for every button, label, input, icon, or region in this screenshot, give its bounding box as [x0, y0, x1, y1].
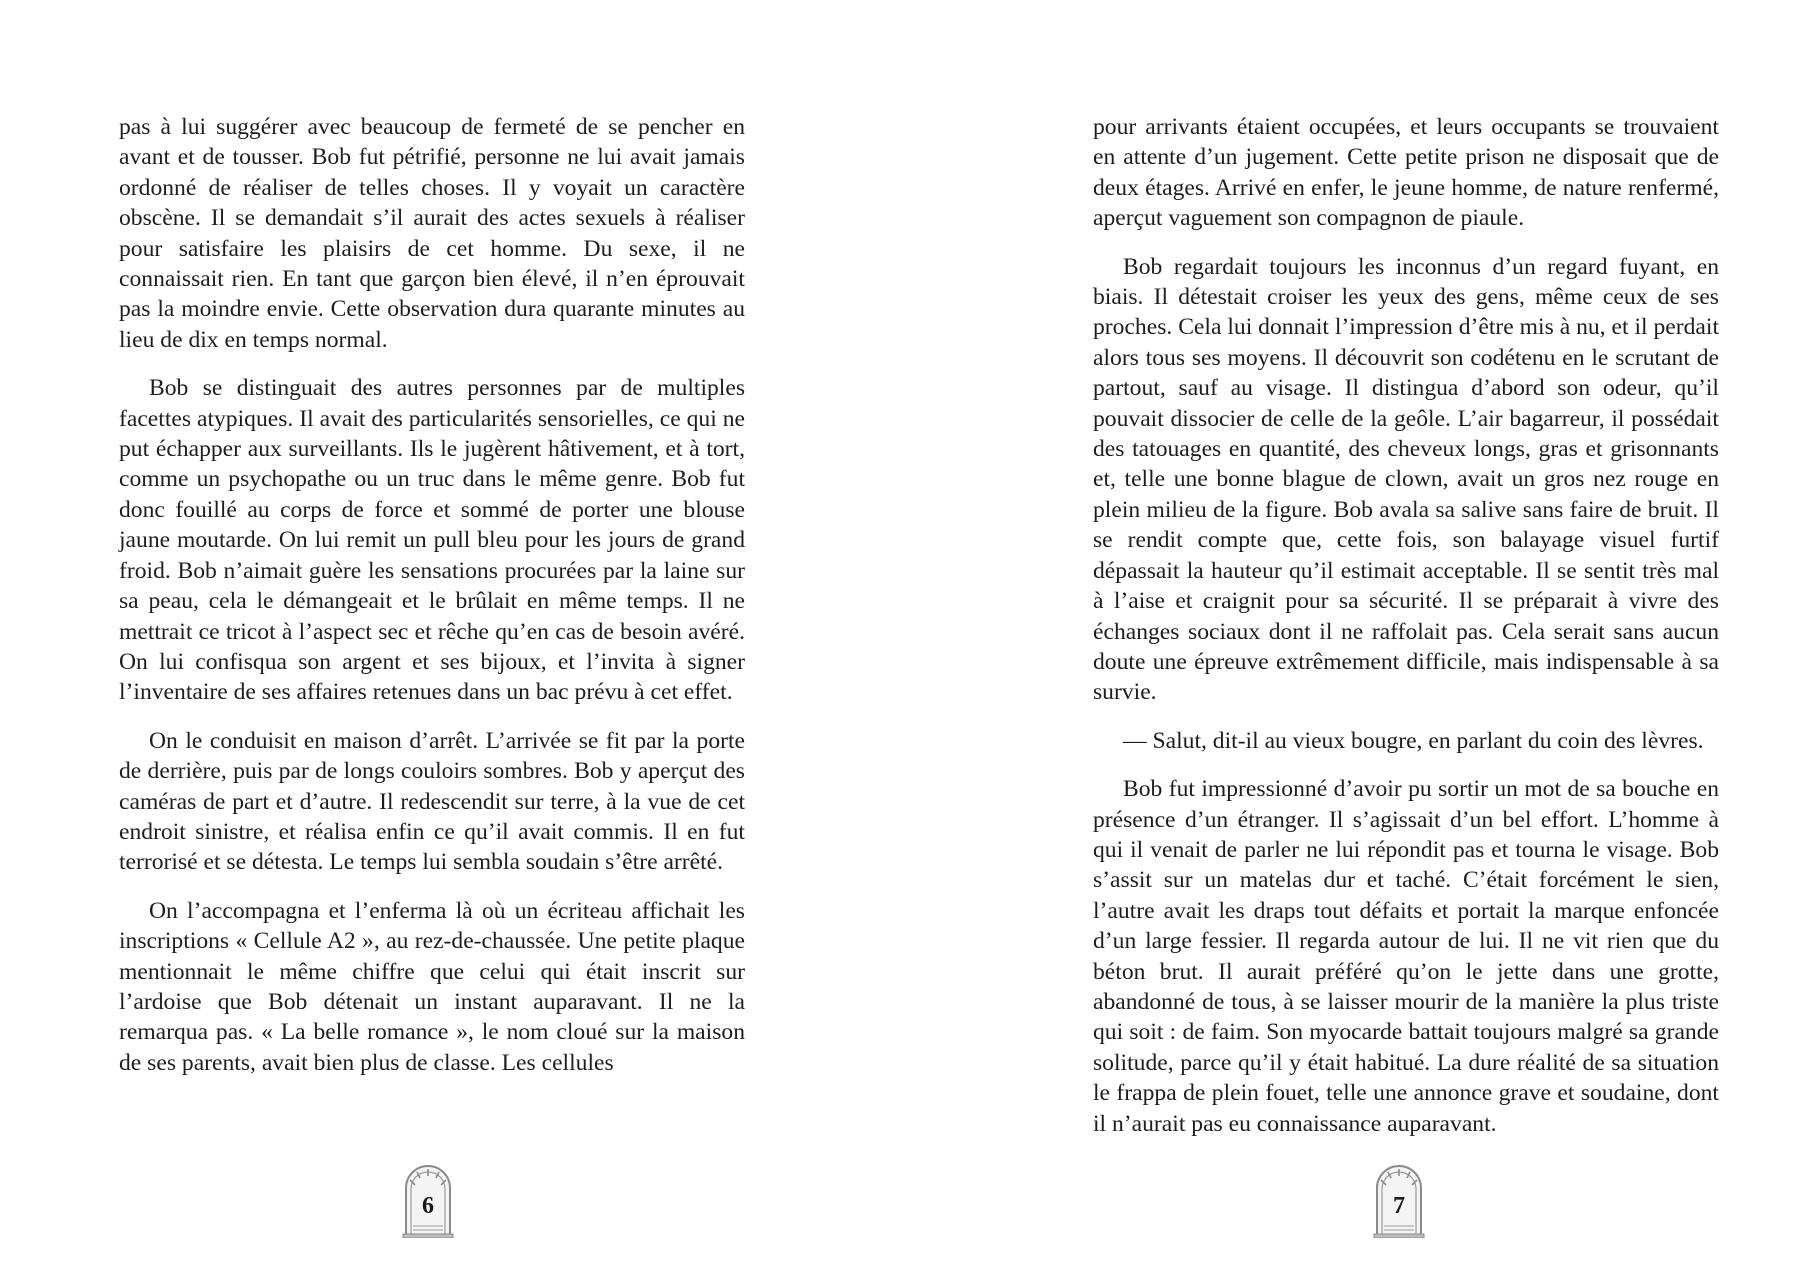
- page-number: 6: [422, 1193, 434, 1219]
- paragraph: On l’accompagna et l’enferma là où un écriteau affichait les inscriptions « Cellule A2 », au rez-de-chaussée. Une petite plaque mentionnait le même chiffre que celui qui était inscrit sur l’ardoise que Bob détenait un instant auparavant. Il ne la remarqua pas. « La belle romance », le nom cloué sur la maison de ses parents, avait bien plus de classe. Les cellules: [119, 897, 745, 1076]
- left-page-text: [119, 112, 745, 1096]
- paragraph: pas à lui suggérer avec beaucoup de fermeté de se pencher en avant et de tousser. Bob fut pétrifié, personne ne lui avait jamais ordonné de réaliser de telles choses. Il y voyait un caractère obscène. Il se demandait s’il aurait des actes sexuels à réaliser pour satisfaire les plaisirs de cet homme. Du sexe, il ne connaissait rien. En tant que garçon bien élevé, il n’en éprouvait pas la moindre envie. Cette observation dura quarante minutes au lieu de dix en temps normal.: [119, 114, 745, 353]
- dialogue-line: — Salut, dit-il au vieux bougre, en parlant du coin des lèvres.: [1123, 727, 1704, 754]
- paragraph: Bob regardait toujours les inconnus d’un regard fuyant, en biais. Il détestait croiser les yeux des gens, même ceux de ses proches. Cela lui donnait l’impression d’être mis à nu, et il perdait alors tous ses moyens. Il découvrit son codétenu en le scrutant de partout, sauf au visage. Il distingua d’abord son odeur, qu’il pouvait dissocier de celle de la geôle. L’air bagarreur, il possédait des tatouages en quantité, des cheveux longs, gras et grisonnants et, telle une bonne blague de clown, avait un gros nez rouge en plein milieu de la figure. Bob avala sa salive sans faire de bruit. Il se rendit compte que, cette fois, son balayage visuel furtif dépassait la hauteur qu’il estimait acceptable. Il se sentit très mal à l’aise et craignit pour sa sécurité. Il se préparait à vivre des échanges sociaux dont il ne raffolait pas. Cela serait sans aucun doute une épreuve extrêmement difficile, mais indispensable à sa survie.: [1093, 253, 1719, 706]
- paragraph: Bob se distinguait des autres personnes par de multiples facettes atypiques. Il avait des particularités sensorielles, ce qui ne put échapper aux surveillants. Ils le jugèrent hâtivement, et à tort, comme un psychopathe ou un truc dans le même genre. Bob fut donc fouillé au corps de force et sommé de porter une blouse jaune moutarde. On lui remit un pull bleu pour les jours de grand froid. Bob n’aimait guère les sensations procurées par la laine sur sa peau, cela le démangeait et le brûlait en même temps. Il ne mettrait ce tricot à l’aspect sec et rêche qu’en cas de besoin avéré. On lui confisqua son argent et ses bijoux, et l’invita à signer l’inventaire de ses affaires retenues dans un bac prévu à cet effet.: [119, 375, 745, 706]
- right-page: [909, 0, 1818, 1276]
- right-page-text: [1093, 112, 1719, 1157]
- paragraph: Bob fut impressionné d’avoir pu sortir un mot de sa bouche en présence d’un étranger. Il s’agissait d’un bel effort. L’homme à qui il venait de parler ne lui répondit pas et tourna le visage. Bob s’assit sur un matelas dur et taché. C’était forcément le sien, l’autre avait les draps tout défaits et portait la marque enfoncée d’un large fessier. Il regarda autour de lui. Il ne vit rien que du béton brut. Il aurait préféré qu’on le jette dans une grotte, abandonné de tous, à se laisser mourir de la manière la plus triste qui soit : de faim. Son myocarde battait toujours malgré sa grande solitude, parce qu’il y était habitué. La dure réalité de sa situation le frappa de plein fouet, telle une annonce grave et soudaine, dont il n’aurait pas eu connaissance auparavant.: [1093, 776, 1719, 1137]
- paragraph: pour arrivants étaient occupées, et leurs occupants se trouvaient en attente d’un jugement. Cette petite prison ne disposait que de deux étages. Arrivé en enfer, le jeune homme, de nature renfermé, aperçut vaguement son compagnon de piaule.: [1093, 114, 1719, 232]
- page-number: 7: [1393, 1193, 1405, 1219]
- page-number-ornament: [1373, 1162, 1425, 1238]
- page-number-ornament: [402, 1162, 454, 1238]
- left-page: [0, 0, 909, 1276]
- paragraph: On le conduisit en maison d’arrêt. L’arrivée se fit par la porte de derrière, puis par de longs couloirs sombres. Bob y aperçut des caméras de part et d’autre. Il redescendit sur terre, à la vue de cet endroit sinistre, et réalisa enfin ce qu’il avait commis. Il en fut terrorisé et se détesta. Le temps lui sembla soudain s’être arrêté.: [119, 727, 745, 876]
